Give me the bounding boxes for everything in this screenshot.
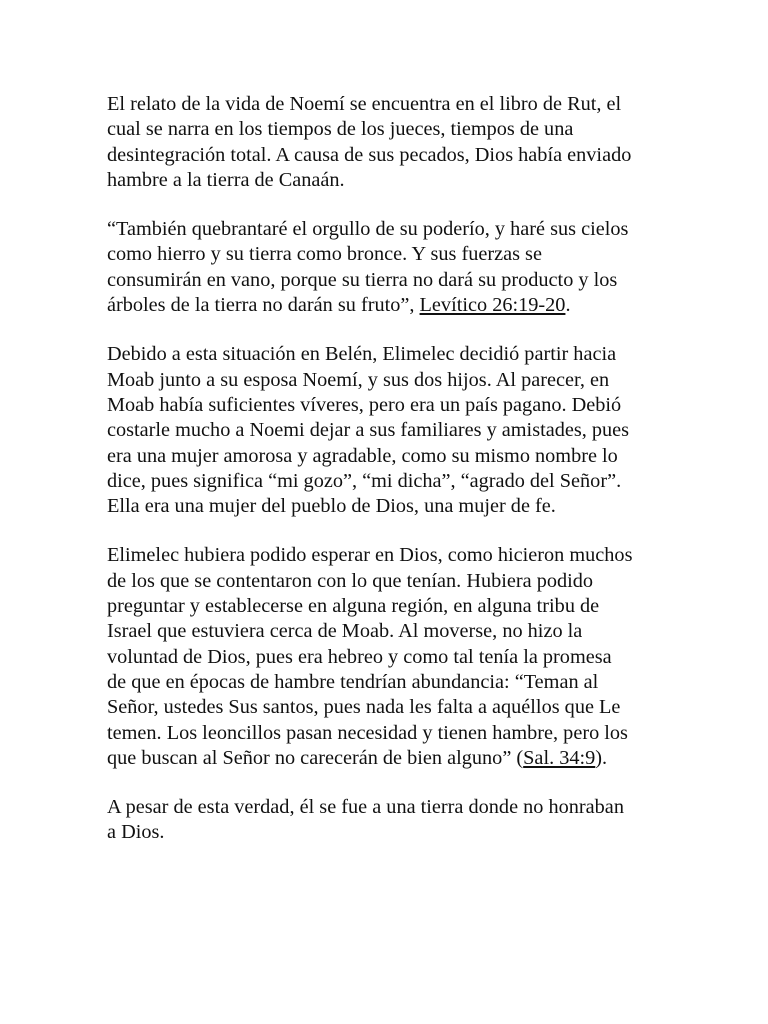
text-line: Ella era una mujer del pueblo de Dios, una mujer de fe. bbox=[107, 495, 556, 518]
text-line: dice, pues significa “mi gozo”, “mi dicha”, “agrado del Señor”. bbox=[107, 469, 622, 492]
paragraph-1 bbox=[107, 92, 667, 193]
text-line: Israel que estuviera cerca de Moab. Al moverse, no hizo la bbox=[107, 620, 583, 643]
text-line: desintegración total. A causa de sus pecados, Dios había enviado bbox=[107, 143, 632, 166]
text-fragment: que buscan al Señor no carecerán de bien alguno” ( bbox=[107, 746, 524, 769]
text-line: Señor, ustedes Sus santos, pues nada les falta a aquéllos que Le bbox=[107, 696, 621, 719]
text-line: costarle mucho a Noemi dejar a sus familiares y amistades, pues bbox=[107, 419, 630, 442]
bible-reference-link-salmos[interactable]: Sal. 34:9 bbox=[523, 746, 596, 769]
text-line: era una mujer amorosa y agradable, como su mismo nombre lo bbox=[107, 444, 618, 467]
text-line: Moab había suficientes víveres, pero era un país pagano. Debió bbox=[107, 393, 622, 416]
paragraph-2 bbox=[107, 217, 667, 318]
text-line: de los que se contentaron con lo que tenían. Hubiera podido bbox=[107, 569, 594, 592]
text-line: Elimelec hubiera podido esperar en Dios, como hicieron muchos bbox=[107, 544, 633, 567]
text-line: Moab junto a su esposa Noemí, y sus dos hijos. Al parecer, en bbox=[107, 368, 610, 391]
text-fragment: . bbox=[565, 294, 571, 317]
document-page bbox=[107, 92, 667, 870]
text-line: consumirán en vano, porque su tierra no dará su producto y los bbox=[107, 268, 618, 291]
text-fragment: árboles de la tierra no darán su fruto”, bbox=[107, 294, 420, 317]
text-line bbox=[107, 746, 667, 771]
text-line: de que en épocas de hambre tendrían abundancia: “Teman al bbox=[107, 670, 599, 693]
text-fragment: ). bbox=[595, 746, 608, 769]
text-line: cual se narra en los tiempos de los jueces, tiempos de una bbox=[107, 118, 574, 141]
paragraph-3 bbox=[107, 342, 667, 519]
text-line: temen. Los leoncillos pasan necesidad y tienen hambre, pero los bbox=[107, 721, 628, 744]
text-line: Debido a esta situación en Belén, Elimelec decidió partir hacia bbox=[107, 343, 617, 366]
text-line: A pesar de esta verdad, él se fue a una tierra donde no honraban bbox=[107, 796, 624, 819]
paragraph-4 bbox=[107, 543, 667, 771]
paragraph-5 bbox=[107, 795, 667, 846]
bible-reference-link-levitico[interactable]: Levítico 26:19-20 bbox=[419, 294, 566, 317]
text-line bbox=[107, 293, 667, 318]
text-line: preguntar y establecerse en alguna región, en alguna tribu de bbox=[107, 595, 600, 618]
text-line: “También quebrantaré el orgullo de su poderío, y haré sus cielos bbox=[107, 218, 629, 241]
text-line: voluntad de Dios, pues era hebreo y como tal tenía la promesa bbox=[107, 645, 612, 668]
text-line: como hierro y su tierra como bronce. Y sus fuerzas se bbox=[107, 243, 542, 266]
text-line: a Dios. bbox=[107, 821, 165, 844]
text-line: hambre a la tierra de Canaán. bbox=[107, 168, 345, 191]
text-line: El relato de la vida de Noemí se encuentra en el libro de Rut, el bbox=[107, 93, 622, 115]
